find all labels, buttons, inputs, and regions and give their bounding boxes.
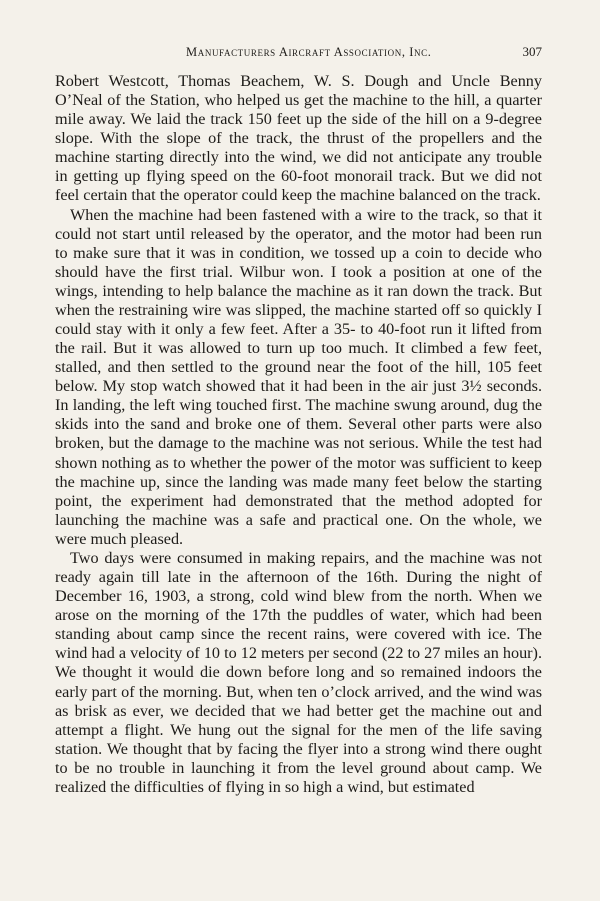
running-head (55, 44, 542, 62)
page-number: 307 (522, 44, 542, 59)
running-head-title: Manufacturers Aircraft Association, Inc. (186, 45, 432, 59)
paragraph: Two days were consumed in making repairs, and the machine was not ready again till late in the afternoon of the 16th. During the night of December 16, 1903, a strong, cold wind blew from the north. When we arose on the morning of the 17th the puddles of water, which had been standing about camp since the recent rains, were covered with ice. The wind had a velocity of 10 to 12 meters per second (22 to 27 miles an hour). We thought it would die down before long and so remained indoors the early part of the morning. But, when ten o’clock arrived, and the wind was as brisk as ever, we decided that we had better get the machine out and attempt a flight. We hung out the signal for the men of the life saving station. We thought that by facing the flyer into a strong wind there ought to be no trouble in launching it from the level ground about camp. We realized the difficulties of flying in so high a wind, but estimated (55, 548, 542, 796)
paragraph: When the machine had been fastened with a wire to the track, so that it could not start until released by the operator, and the motor had been run to make sure that it was in condition, we tossed up a coin to decide who should have the first trial. Wilbur won. I took a position at one of the wings, intending to help balance the machine as it ran down the track. But when the restraining wire was slipped, the machine started off so quickly I could stay with it only a few feet. After a 35- to 40-foot run it lifted from the rail. But it was allowed to turn up too much. It climbed a few feet, stalled, and then settled to the ground near the foot of the hill, 105 feet below. My stop watch showed that it had been in the air just 3½ seconds. In landing, the left wing touched first. The machine swung around, dug the skids into the sand and broke one of them. Several other parts were also broken, but the damage to the machine was not serious. While the test had shown nothing as to whether the power of the motor was sufficient to keep the machine up, since the landing was made many feet below the starting point, the experiment had demonstrated that the method adopted for launching the machine was a safe and practical one. On the whole, we were much pleased. (55, 205, 542, 548)
paragraph: Robert Westcott, Thomas Beachem, W. S. Dough and Uncle Benny O’Neal of the Station, who helped us get the machine to the hill, a quarter mile away. We laid the track 150 feet up the side of the hill on a 9-degree slope. With the slope of the track, the thrust of the propellers and the machine starting directly into the wind, we did not anticipate any trouble in getting up flying speed on the 60-foot monorail track. But we did not feel certain that the operator could keep the machine balanced on the track. (55, 72, 542, 205)
body-text (55, 72, 542, 797)
